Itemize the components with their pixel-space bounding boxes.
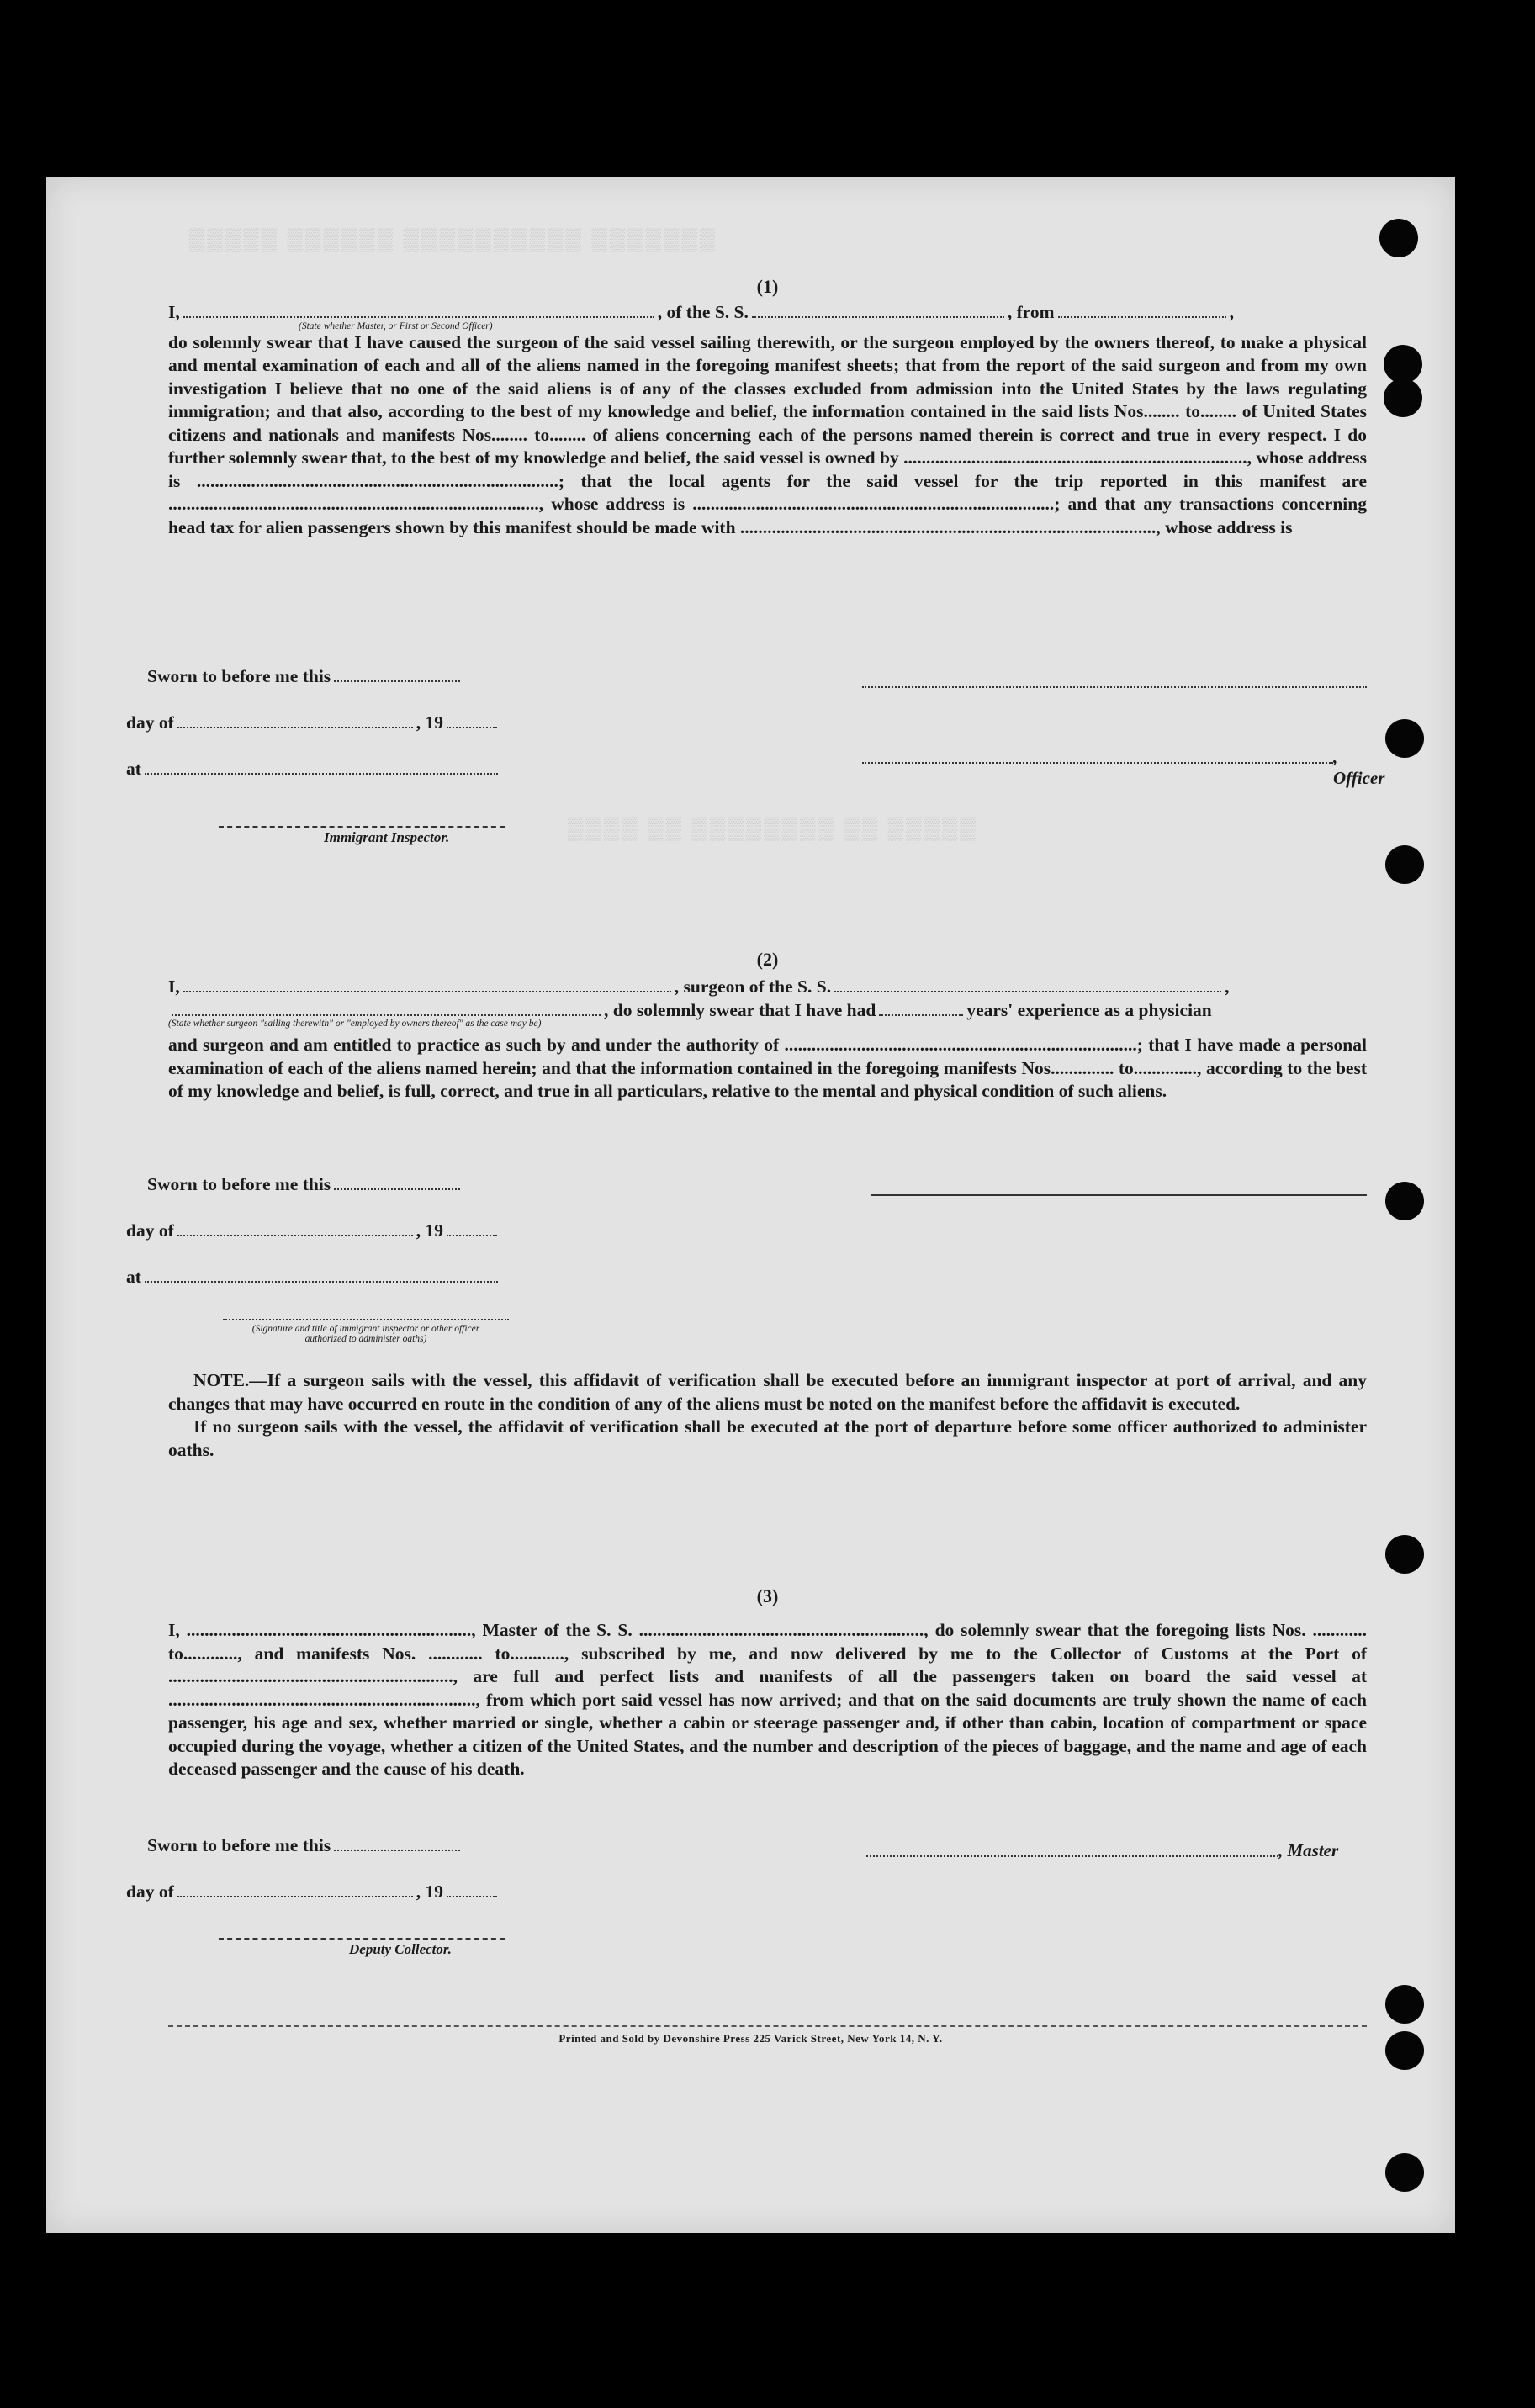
officer-signature-line[interactable] bbox=[862, 762, 1333, 764]
section-3-signatures bbox=[126, 1835, 1367, 2003]
punch-hole bbox=[1385, 2153, 1424, 2192]
punch-hole bbox=[1385, 1182, 1424, 1220]
section-3-oath-text: I, ..............................................................., Master of the S. S. ..............................................................., do solemnly swear that the foregoing lists Nos. ............ to............, and manifests Nos. ............ to............, subscribed by me, and now delivered by me to the Collector of Customs at the Port of ..............................................................., are full and perfect lists and manifests of all the passengers taken on board the said vessel at ...................................................................., from which port said vessel has now arrived; and that on the said documents are truly shown the name of each passenger, his age and sex, whether married or single, whether a cabin or steerage passenger and, if other than cabin, location of compartment or space occupied during the voyage, whether a citizen of the United States, and the number and description of the pieces of baggage, and the name and age of each deceased passenger and the cause of his death. bbox=[168, 1620, 1367, 1779]
note-paragraph-1: NOTE.—If a surgeon sails with the vessel, this affidavit of verification shall be executed before an immigrant inspector at port of arrival, and any changes that may have occurred en route in the condition of any of the aliens must be noted on the manifest before the affidavit is executed. bbox=[168, 1370, 1367, 1414]
sworn-line: Sworn to before me this bbox=[147, 666, 463, 687]
master-name-blank[interactable] bbox=[183, 304, 654, 318]
sworn-day-blank[interactable] bbox=[334, 668, 460, 682]
surgeon-name-blank[interactable] bbox=[183, 978, 671, 992]
footer-rule bbox=[168, 2025, 1367, 2027]
immigrant-inspector-caption: Immigrant Inspector. bbox=[324, 829, 450, 845]
punch-hole bbox=[1385, 845, 1424, 884]
years-blank[interactable] bbox=[879, 1002, 963, 1016]
surgeon-status-blank[interactable] bbox=[172, 1002, 601, 1016]
at-place-blank[interactable] bbox=[145, 1268, 498, 1283]
from-port-blank[interactable] bbox=[1058, 304, 1226, 318]
punch-hole bbox=[1385, 719, 1424, 758]
manifest-page bbox=[46, 177, 1455, 2233]
caption-surgeon-status: (State whether surgeon "sailing therewith" or "employed by owners thereof" as the case may be) bbox=[168, 1019, 542, 1029]
surgeon-vessel-blank[interactable] bbox=[834, 978, 1221, 992]
section-3-number: (3) bbox=[756, 1585, 779, 1606]
punch-hole bbox=[1385, 1985, 1424, 2024]
at-line: at bbox=[126, 1267, 501, 1288]
day-of-line: day of , 19 bbox=[126, 712, 500, 733]
bleed-through-text: ▒▒▒▒▒ ▒▒▒▒▒▒ ▒▒▒▒▒▒▒▒▒▒ ▒▒▒▒▒▒▒ bbox=[189, 227, 718, 251]
section-2-signatures bbox=[126, 1174, 1367, 1384]
collector-signature-line[interactable] bbox=[219, 1938, 505, 1940]
master-caption: , Master bbox=[1278, 1840, 1339, 1860]
month-blank[interactable] bbox=[177, 1883, 413, 1897]
caption-master-officer: (State whether Master, or First or Second Officer) bbox=[299, 320, 493, 331]
sworn-line: Sworn to before me this bbox=[147, 1174, 463, 1195]
signature-title-caption: (Signature and title of immigrant inspector or other officer authorized to administer oaths) bbox=[251, 1324, 480, 1344]
day-of-line: day of , 19 bbox=[126, 1881, 500, 1903]
month-blank[interactable] bbox=[177, 1222, 413, 1236]
section-1-first-line: I, , of the S. S. , from , bbox=[168, 302, 1234, 322]
year-blank[interactable] bbox=[447, 1222, 497, 1236]
section-2-second-line: , do solemnly swear that I have had years' experience as a physician bbox=[168, 999, 1367, 1023]
section-2-oath-text: and surgeon and am entitled to practice as such by and under the authority of ..............................................................................; that I have made a personal examination of each of the aliens named herein; and that the information contained in the foregoing manifests Nos.............. to.............., according to the best of my knowledge and belief, is full, correct, and true in all particulars, relative to the mental and physical condition of such aliens. bbox=[168, 1035, 1367, 1101]
section-1-oath-text: do solemnly swear that I have caused the surgeon of the said vessel sailing therewith, or the surgeon employed by the owners thereof, to make a physical and mental examination of each and all of the aliens named in the foregoing manifest sheets; that from the report of the said surgeon and from my own investigation I believe that no one of the said aliens is of any of the classes excluded from admission into the United States by the laws regulating immigration; and that also, according to the best of my knowledge and belief, the information contained in the said lists Nos........ to........ of United States citizens and nationals and manifests Nos........ to........ of aliens concerning each of the persons named therein is correct and true in every respect. I do further solemnly swear that, to the best of my knowledge and belief, the said vessel is owned by ............................................................................, whose address is ................................................................................; that the local agents for the said vessel for the trip reported in this manifest are .................................................................................., whose address is ................................................................................; and that any transactions concerning head tax for alien passengers shown by this manifest should be made with ............................................................................................, whose address is bbox=[168, 331, 1367, 537]
sworn-day-blank[interactable] bbox=[334, 1176, 460, 1190]
deputy-collector-caption: Deputy Collector. bbox=[349, 1941, 452, 1957]
year-blank[interactable] bbox=[447, 1883, 497, 1897]
officer-caption: , Officer bbox=[1333, 747, 1385, 788]
section-2-number: (2) bbox=[756, 949, 779, 970]
punch-hole bbox=[1385, 1535, 1424, 1574]
section-1 bbox=[168, 276, 1367, 539]
note-section bbox=[168, 1369, 1367, 1462]
section-2-signature-line[interactable] bbox=[871, 1194, 1367, 1196]
section-2-first-line: I, , surgeon of the S. S. , bbox=[168, 976, 1230, 997]
at-line: at bbox=[126, 759, 501, 780]
section-1-number: (1) bbox=[756, 276, 779, 297]
vessel-name-blank[interactable] bbox=[752, 304, 1004, 318]
sworn-line: Sworn to before me this bbox=[147, 1835, 463, 1856]
note-paragraph-2: If no surgeon sails with the vessel, the affidavit of verification shall be executed at the port of departure before some officer authorized to administer oaths. bbox=[168, 1416, 1367, 1460]
bleed-through-text: ▒▒▒▒ ▒▒ ▒▒▒▒▒▒▒▒ ▒▒ ▒▒▒▒▒ bbox=[568, 816, 978, 840]
at-place-blank[interactable] bbox=[145, 760, 498, 775]
year-blank[interactable] bbox=[447, 714, 497, 728]
section-2 bbox=[168, 949, 1367, 1103]
officer-blank-line[interactable] bbox=[862, 686, 1367, 688]
punch-hole bbox=[1384, 378, 1422, 417]
section-3 bbox=[168, 1585, 1367, 1781]
sworn-day-blank[interactable] bbox=[334, 1837, 460, 1851]
month-blank[interactable] bbox=[177, 714, 413, 728]
inspector-signature-line[interactable] bbox=[219, 826, 505, 828]
master-signature-line[interactable] bbox=[866, 1855, 1278, 1857]
punch-hole bbox=[1379, 219, 1418, 257]
printer-imprint: Printed and Sold by Devonshire Press 225 Varick Street, New York 14, N. Y. bbox=[558, 2032, 943, 2045]
signature-line[interactable] bbox=[223, 1319, 509, 1320]
punch-hole bbox=[1385, 2031, 1424, 2070]
day-of-line: day of , 19 bbox=[126, 1220, 500, 1241]
